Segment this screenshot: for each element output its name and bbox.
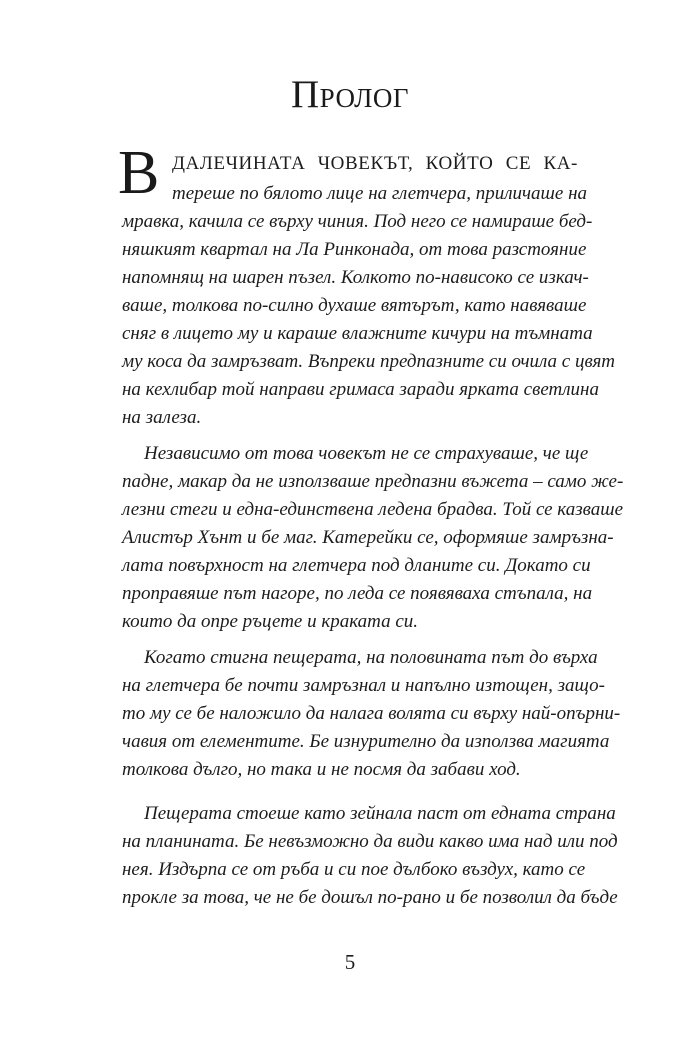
text-line: тереше по бялото лице на глетчера, приличаше на: [172, 183, 588, 204]
text-line: Пещерата стоеше като зейнала паст от едната страна: [144, 803, 616, 824]
text-line: Алистър Хънт и бе маг. Катерейки се, оформяше замръзна-: [122, 527, 614, 548]
text-line: Независимо от това човекът не се страхуваше, че ще: [144, 443, 589, 464]
text-line: лезни стеги и една-единствена ледена брадва. Той се казваше: [122, 499, 624, 520]
chapter-title: Пролог: [290, 73, 410, 116]
text-line: проправяше път нагоре, по леда се появяваха стъпала, на: [122, 583, 593, 604]
text-line: толкова дълго, но така и не посмя да забави ход.: [122, 759, 521, 780]
text-line: му коса да замръзват. Въпреки предпазните си очила с цвят: [122, 351, 616, 372]
text-line: Когато стигна пещерата, на половината път до върха: [144, 647, 598, 668]
text-line: чавия от елементите. Бе изнурително да използва магията: [122, 731, 610, 752]
drop-cap: В: [118, 139, 160, 207]
text-line: на глетчера бе почти замръзнал и напълно изтощен, защо-: [122, 675, 605, 696]
page-number: 5: [344, 950, 356, 974]
text-line: няшкият квартал на Ла Ринконада, от това разстояние: [122, 239, 587, 260]
text-line: ваше, толкова по-силно духаше вятърът, като навяваше: [122, 295, 587, 316]
text-line: мравка, качила се върху чиния. Под него се намираше бед-: [122, 211, 593, 232]
text-line: прокле за това, че не бе дошъл по-рано и бе позволил да бъде: [122, 887, 618, 908]
text-line: на залеза.: [122, 407, 202, 428]
text-line: ДАЛЕЧИНАТА ЧОВЕКЪТ, КОЙТО СЕ КА-: [172, 153, 578, 174]
text-line: падне, макар да не използваше предпазни въжета – само же-: [122, 471, 624, 492]
text-line: нея. Издърпа се от ръба и си пое дълбоко въздух, като се: [122, 859, 586, 880]
text-line: напомнящ на шарен пъзел. Колкото по-нависоко се изкач-: [122, 267, 589, 288]
text-line: които да опре ръцете и краката си.: [122, 611, 419, 632]
text-line: сняг в лицето му и караше влажните кичури на тъмната: [122, 323, 593, 344]
text-line: то му се бе наложило да налага волята си върху най-опърни-: [122, 703, 621, 724]
text-line: лата повърхност на глетчера под дланите си. Докато си: [122, 555, 591, 576]
text-line: на кехлибар той направи гримаса заради ярката светлина: [122, 379, 599, 400]
text-line: на планината. Бе невъзможно да види какво има над или под: [122, 831, 618, 852]
